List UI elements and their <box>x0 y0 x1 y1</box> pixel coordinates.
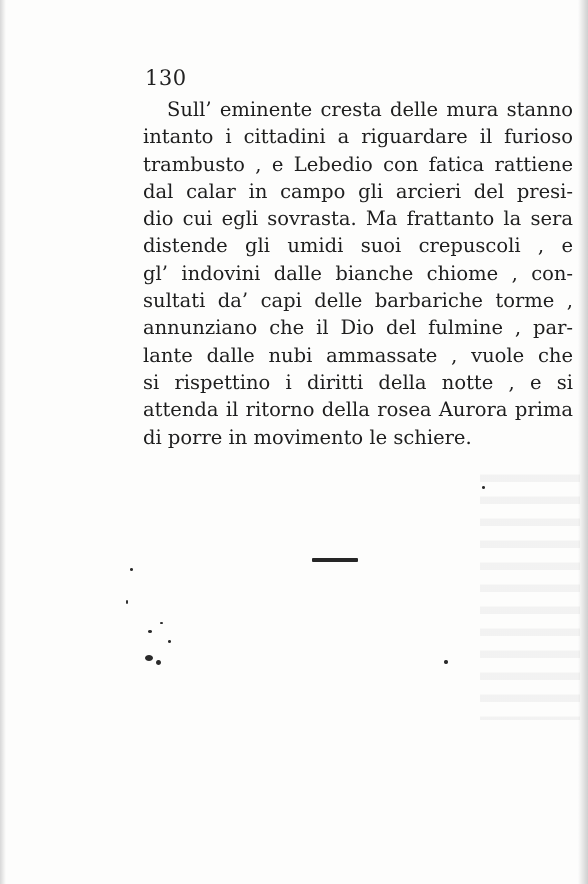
show-through-bleed <box>480 460 580 720</box>
ink-speck <box>482 486 485 489</box>
text-line: di porre in movimento le schiere. <box>143 425 472 449</box>
text-line: gl’ indovini dalle bianche chiome , con- <box>143 261 573 285</box>
page-left-edge <box>0 0 6 884</box>
text-line: dio cui egli sovrasta. Ma frattanto la sera <box>143 207 573 231</box>
ink-speck <box>130 568 133 571</box>
ink-speck <box>160 622 163 624</box>
text-line: Sull’ eminente cresta delle mura stanno <box>167 98 573 121</box>
end-rule <box>312 558 358 562</box>
text-line: lante dalle nubi ammassate , vuole che <box>143 343 573 367</box>
text-line: sultati da’ capi delle barbariche torme , <box>143 289 573 313</box>
text-line: trambusto , e Lebedio con fatica rattiene <box>143 152 573 176</box>
text-line: distende gli umidi suoi crepuscoli , e <box>143 234 573 258</box>
ink-speck <box>148 630 152 633</box>
ink-speck <box>444 660 448 664</box>
page-right-edge <box>578 0 588 884</box>
ink-speck <box>156 660 161 665</box>
body-paragraph <box>143 96 573 451</box>
ink-speck <box>145 655 153 661</box>
text-line: annunziano che il Dio del fulmine , par- <box>143 316 573 340</box>
text-line: intanto i cittadini a riguardare il furioso <box>143 125 573 149</box>
ink-speck <box>126 600 128 604</box>
text-line: dal calar in campo gli arcieri del presi- <box>143 179 573 203</box>
page-number: 130 <box>145 66 187 90</box>
ink-speck <box>168 640 171 643</box>
text-line: si rispettino i diritti della notte , e si <box>143 370 573 394</box>
text-line: attenda il ritorno della rosea Aurora prima <box>143 398 573 422</box>
